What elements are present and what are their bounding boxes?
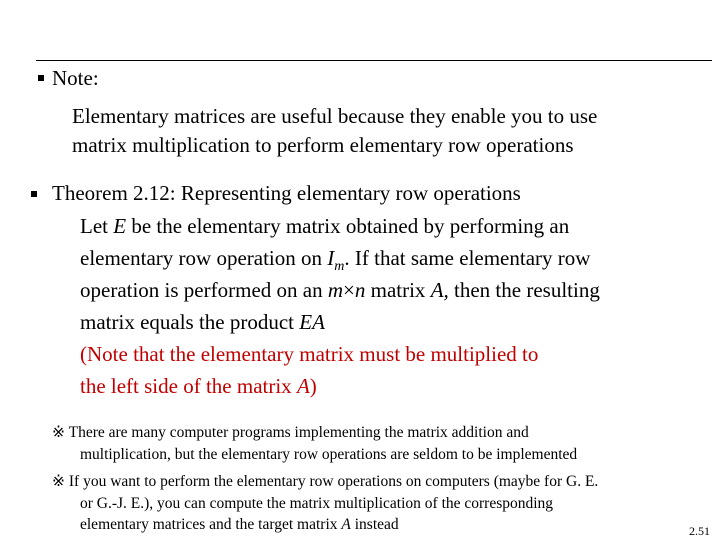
times-symbol: × <box>343 278 355 302</box>
page-number: 2.51 <box>689 524 710 538</box>
text: ) <box>309 374 317 398</box>
matrix-a: A <box>341 516 351 533</box>
remark-2-line-2: or G.-J. E.), you can compute the matrix multiplication of the corresponding <box>80 495 554 512</box>
matrix-a: A, <box>430 278 449 302</box>
var-m: m <box>327 278 344 302</box>
theorem-heading: Theorem 2.12: Representing elementary row operations <box>52 181 521 205</box>
matrix-a: A <box>296 374 310 398</box>
text: the left side of the matrix <box>80 374 297 398</box>
text: then the resulting <box>448 278 600 302</box>
theorem-note-line-2 <box>80 374 317 398</box>
note-line-2: matrix multiplication to perform elementary row operations <box>72 133 574 157</box>
reference-mark-icon: ※ <box>52 424 65 441</box>
text: operation is performed on an <box>80 278 328 302</box>
theorem-line-3 <box>80 278 600 302</box>
theorem-note-line-1: (Note that the elementary matrix must be multiplied to <box>80 342 539 366</box>
theorem-line-1 <box>80 214 569 238</box>
text: instead <box>350 516 399 533</box>
reference-mark-icon: ※ <box>52 473 65 490</box>
remark-1-line-2: multiplication, but the elementary row operations are seldom to be implemented <box>80 446 578 463</box>
text: . If that same elementary row <box>344 246 591 270</box>
remark-1-line-1 <box>52 423 529 442</box>
top-rule <box>36 60 712 61</box>
note-bullet <box>38 75 44 81</box>
theorem-line-2 <box>80 246 590 279</box>
matrix-e: E <box>113 214 127 238</box>
product-ea: EA <box>299 310 325 334</box>
remark-2-line-1 <box>52 472 598 491</box>
text: Let <box>80 214 114 238</box>
text: There are many computer programs implementing the matrix addition and <box>68 424 529 441</box>
text: If you want to perform the elementary row operations on computers (maybe for G. E. <box>68 473 599 490</box>
note-heading: Note: <box>52 66 99 90</box>
subscript-m: m <box>334 259 345 275</box>
text: be the elementary matrix obtained by performing an <box>126 214 570 238</box>
theorem-line-4 <box>80 310 325 334</box>
theorem-bullet <box>31 191 37 197</box>
text: elementary row operation on <box>80 246 328 270</box>
identity-matrix: I <box>327 246 335 270</box>
text: matrix <box>365 278 431 302</box>
text: elementary matrices and the target matrix <box>80 516 342 533</box>
var-n: n <box>354 278 366 302</box>
note-line-1: Elementary matrices are useful because they enable you to use <box>72 104 598 128</box>
remark-2-line-3 <box>80 515 399 534</box>
text: matrix equals the product <box>80 310 300 334</box>
